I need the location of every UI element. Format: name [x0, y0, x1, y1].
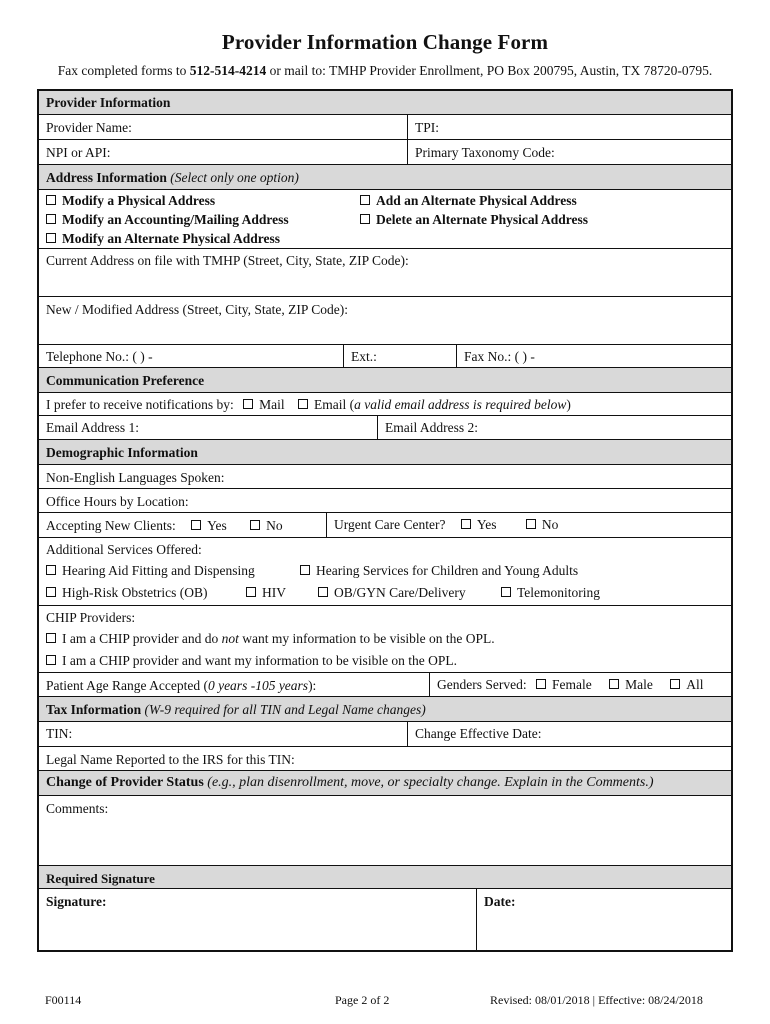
- subtitle-suffix: or mail to: TMHP Provider Enrollment, PO Box 200795, Austin, TX 78720-0795.: [266, 63, 713, 78]
- female-label: Female: [551, 677, 592, 692]
- email-checkbox-icon[interactable]: [298, 399, 308, 409]
- age-close: ):: [308, 678, 317, 693]
- legal-name-field[interactable]: [39, 747, 731, 771]
- form-subtitle: [0, 63, 770, 79]
- effective-label: Change Effective Date:: [415, 726, 542, 741]
- form-title: Provider Information Change Form: [221, 30, 549, 54]
- mail-checkbox-icon[interactable]: [243, 399, 253, 409]
- checkbox-icon[interactable]: [360, 195, 370, 205]
- age-range-group: [46, 678, 316, 694]
- taxonomy-label: Primary Taxonomy Code:: [415, 145, 555, 160]
- date-label: Date:: [484, 894, 516, 909]
- all-label: All: [686, 677, 704, 692]
- all-checkbox-icon[interactable]: [670, 679, 680, 689]
- urgent-label: Urgent Care Center?: [334, 517, 446, 532]
- checkbox-icon[interactable]: [246, 587, 256, 597]
- checkbox-icon[interactable]: [46, 655, 56, 665]
- section-title: Required Signature: [46, 871, 155, 886]
- option-label: Delete an Alternate Physical Address: [376, 212, 588, 227]
- comments-label: Comments:: [46, 801, 109, 816]
- taxonomy-field[interactable]: [407, 140, 731, 164]
- urgent-care: [326, 513, 731, 537]
- service-label: Hearing Aid Fitting and Dispensing: [62, 563, 255, 578]
- email-close: ): [566, 397, 571, 412]
- ext-label: Ext.:: [351, 349, 377, 364]
- tpi-field[interactable]: [407, 115, 731, 139]
- urgent-group: [334, 517, 558, 533]
- checkbox-icon[interactable]: [46, 214, 56, 224]
- languages-label: Non-English Languages Spoken:: [46, 470, 225, 485]
- tin-row: [39, 722, 731, 747]
- section-header-demographic: [39, 440, 731, 465]
- office-hours-label: Office Hours by Location:: [46, 494, 189, 509]
- fax-number: 512-514-4214: [189, 63, 267, 78]
- no-label: No: [541, 517, 559, 532]
- email2-label: Email Address 2:: [385, 420, 478, 435]
- signature-field[interactable]: [39, 889, 476, 950]
- chip-providers: [39, 606, 731, 673]
- section-title: Communication Preference: [46, 373, 205, 388]
- section-header-tax: [39, 697, 731, 722]
- form-body: [37, 89, 733, 952]
- tax-header-note: (W-9 required for all TIN and Legal Name changes): [144, 702, 426, 717]
- option-label: Modify a Physical Address: [62, 193, 216, 208]
- accepting-group: [46, 518, 283, 534]
- checkbox-icon[interactable]: [46, 233, 56, 243]
- fax-field[interactable]: [456, 345, 731, 367]
- service-high-risk-ob[interactable]: [46, 585, 208, 601]
- notification-row: [39, 393, 731, 416]
- section-header-communication: [39, 368, 731, 393]
- option-label: Modify an Accounting/Mailing Address: [62, 212, 289, 227]
- service-label: High-Risk Obstetrics (OB): [62, 585, 208, 600]
- service-obgyn[interactable]: [318, 585, 466, 601]
- telephone-field[interactable]: [39, 345, 343, 367]
- subtitle-prefix: Fax completed forms to: [57, 63, 190, 78]
- checkbox-icon[interactable]: [318, 587, 328, 597]
- page-number: Page 2 of 2: [335, 993, 390, 1007]
- male-label: Male: [625, 677, 653, 692]
- email-label: Email (: [314, 397, 355, 412]
- email2-field[interactable]: [377, 416, 731, 439]
- tin-label: TIN:: [46, 726, 73, 741]
- service-hearing-children[interactable]: [300, 563, 578, 579]
- yes-label: Yes: [207, 518, 227, 533]
- checkbox-icon[interactable]: [46, 587, 56, 597]
- email-row: [39, 416, 731, 440]
- address-header: Address Information: [46, 170, 167, 185]
- email1-label: Email Address 1:: [46, 420, 139, 435]
- provider-name-row: [39, 115, 731, 140]
- section-title: [46, 702, 426, 718]
- email-note: a valid email address is required below: [354, 397, 567, 412]
- clients-row: [39, 513, 731, 538]
- chip-option-visible[interactable]: [46, 653, 457, 669]
- tpi-label: TPI:: [415, 120, 440, 135]
- current-address-label: Current Address on file with TMHP (Street, City, State, ZIP Code):: [46, 253, 409, 268]
- signature-row: [39, 889, 731, 950]
- service-label: Telemonitoring: [517, 585, 601, 600]
- service-label: Hearing Services for Children and Young Adults: [316, 563, 579, 578]
- urgent-no-checkbox-icon[interactable]: [526, 519, 536, 529]
- section-title: [46, 775, 654, 791]
- current-address-field[interactable]: [39, 249, 731, 297]
- npi-field[interactable]: [39, 140, 407, 164]
- form-id: F00114: [45, 993, 82, 1007]
- no-label: No: [266, 518, 283, 533]
- service-hiv[interactable]: [246, 585, 286, 601]
- additional-label: Additional Services Offered:: [46, 542, 202, 557]
- chip1-b: want my information to be visible on the OPL.: [238, 631, 495, 646]
- yes-label: Yes: [476, 517, 497, 532]
- option-label: Add an Alternate Physical Address: [376, 193, 577, 208]
- checkbox-icon[interactable]: [46, 633, 56, 643]
- female-checkbox-icon[interactable]: [536, 679, 546, 689]
- chip2-label: I am a CHIP provider and want my information to be visible on the OPL.: [62, 653, 458, 668]
- chip1-not: not: [221, 631, 239, 646]
- languages-field[interactable]: [39, 465, 731, 489]
- age-label: Patient Age Range Accepted (: [46, 678, 208, 693]
- chip1-a: I am a CHIP provider and do: [62, 631, 222, 646]
- service-hearing-aid[interactable]: [46, 563, 255, 579]
- service-telemonitoring[interactable]: [501, 585, 600, 601]
- section-header-provider: [39, 91, 731, 115]
- age-note: 0 years -105 years: [207, 678, 309, 693]
- option-modify-alternate[interactable]: [46, 231, 280, 247]
- new-address-label: New / Modified Address (Street, City, State, ZIP Code):: [46, 302, 348, 317]
- age-gender-row: [39, 673, 731, 697]
- checkbox-icon[interactable]: [300, 565, 310, 575]
- fax-label: Fax No.: ( ) -: [464, 349, 535, 364]
- date-field[interactable]: [476, 889, 731, 950]
- section-header-status: [39, 771, 731, 796]
- option-add-alternate[interactable]: [360, 193, 577, 209]
- checkbox-icon[interactable]: [46, 565, 56, 575]
- comments-field[interactable]: [39, 796, 731, 866]
- male-checkbox-icon[interactable]: [609, 679, 619, 689]
- status-header-note: (e.g., plan disenrollment, move, or specialty change. Explain in the Comments.): [207, 775, 654, 790]
- effective-date-field[interactable]: [407, 722, 731, 746]
- legal-name-label: Legal Name Reported to the IRS for this TIN:: [46, 752, 295, 767]
- prefer-label: I prefer to receive notifications by:: [46, 397, 234, 412]
- option-delete-alternate[interactable]: [360, 212, 588, 228]
- accepting-clients: [39, 513, 326, 537]
- chip-option-not-visible[interactable]: [46, 631, 495, 647]
- telephone-label: Telephone No.: ( ) -: [46, 349, 153, 364]
- checkbox-icon[interactable]: [360, 214, 370, 224]
- signature-label: Signature:: [46, 894, 107, 909]
- address-options: [39, 190, 731, 249]
- additional-services: [39, 538, 731, 606]
- genders-label: Genders Served:: [437, 677, 527, 692]
- provider-name-field[interactable]: [39, 115, 407, 139]
- age-range-field[interactable]: [39, 673, 429, 696]
- genders-served: [429, 673, 731, 696]
- revision-date: Revised: 08/01/2018 | Effective: 08/24/2018: [490, 993, 703, 1007]
- urgent-yes-checkbox-icon[interactable]: [461, 519, 471, 529]
- chip-label: CHIP Providers:: [46, 610, 136, 625]
- notification-preference: [46, 397, 571, 413]
- checkbox-icon[interactable]: [46, 195, 56, 205]
- option-label: Modify an Alternate Physical Address: [62, 231, 281, 246]
- section-header-address: [39, 165, 731, 190]
- npi-row: [39, 140, 731, 165]
- provider-name-label: Provider Name:: [46, 120, 132, 135]
- option-modify-physical[interactable]: [46, 193, 215, 209]
- section-title: Provider Information: [46, 95, 171, 110]
- service-label: OB/GYN Care/Delivery: [334, 585, 466, 600]
- tin-field[interactable]: [39, 722, 407, 746]
- ext-field[interactable]: [343, 345, 456, 367]
- genders-group: [437, 677, 704, 693]
- section-title: Demographic Information: [46, 445, 198, 460]
- accepting-label: Accepting New Clients:: [46, 518, 176, 533]
- email1-field[interactable]: [39, 416, 377, 439]
- new-address-field[interactable]: [39, 297, 731, 345]
- status-header: Change of Provider Status: [46, 775, 204, 790]
- section-header-signature: [39, 866, 731, 889]
- accepting-no-checkbox-icon[interactable]: [250, 520, 260, 530]
- npi-label: NPI or API:: [46, 145, 111, 160]
- checkbox-icon[interactable]: [501, 587, 511, 597]
- mail-label: Mail: [259, 397, 285, 412]
- option-modify-accounting[interactable]: [46, 212, 289, 228]
- office-hours-field[interactable]: [39, 489, 731, 513]
- service-label: HIV: [262, 585, 286, 600]
- tax-header: Tax Information: [46, 702, 142, 717]
- address-header-note: (Select only one option): [170, 170, 299, 185]
- phone-row: [39, 345, 731, 368]
- accepting-yes-checkbox-icon[interactable]: [191, 520, 201, 530]
- section-title: [46, 170, 299, 186]
